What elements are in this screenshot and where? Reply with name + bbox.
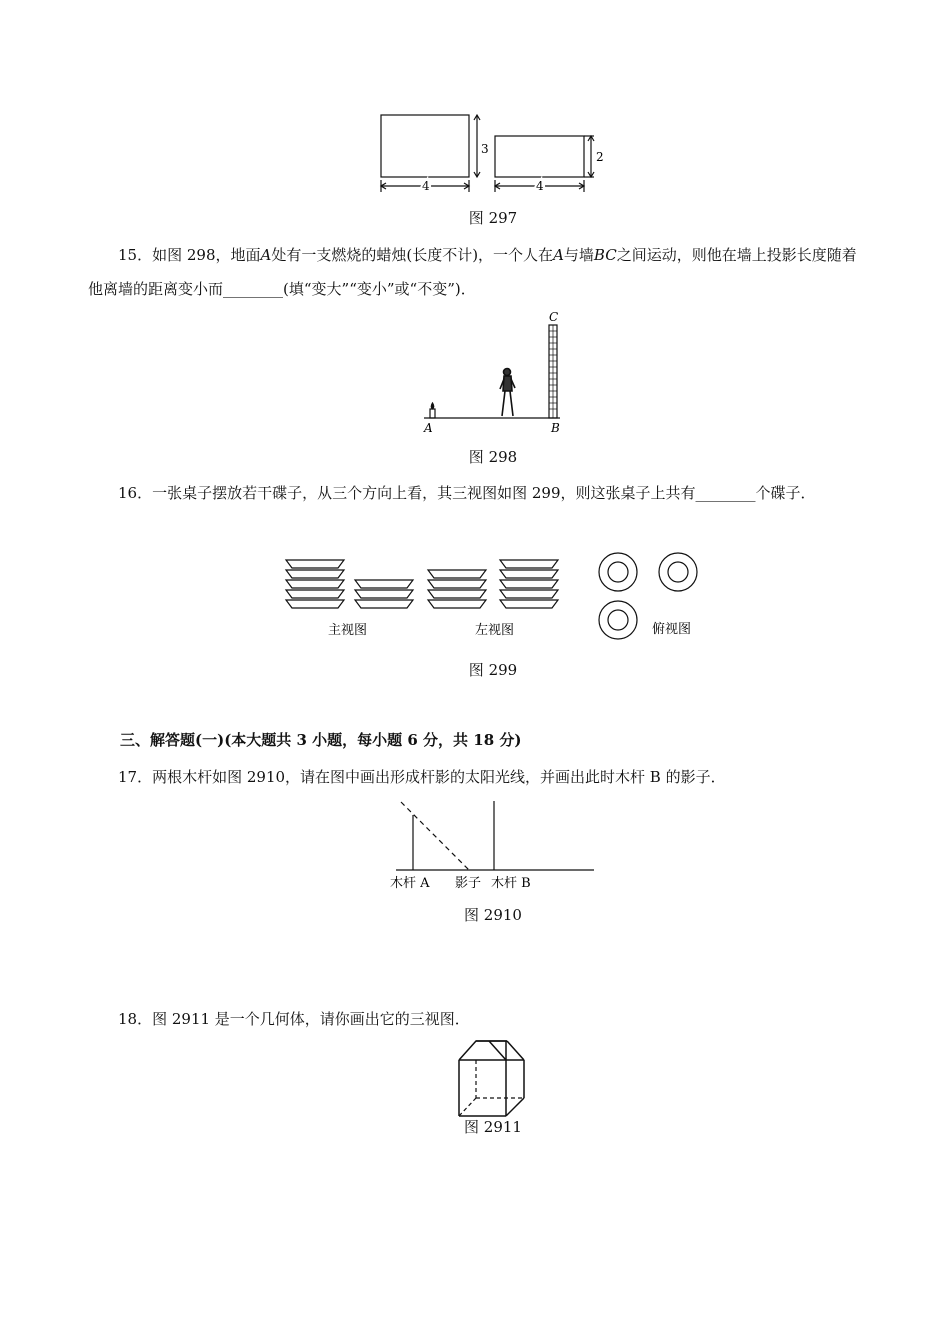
q15-var-bc: BC	[593, 246, 617, 264]
left-view-stack-2	[500, 560, 558, 608]
q17-number: 17．	[118, 768, 153, 786]
q16-text: 一张桌子摆放若干碟子，从三个方向上看，其三视图如图 299，则这张桌子上共有________个碟子．	[152, 484, 816, 502]
fig299-caption: 图 299	[468, 661, 518, 679]
q15-var-a1: A	[260, 246, 272, 264]
shadow-label: 影子	[455, 876, 482, 891]
q15-var-a2: A	[553, 246, 564, 264]
fig297-caption: 图 297	[468, 209, 518, 227]
front-view-stack-2	[355, 580, 413, 608]
q18-number: 18．	[118, 1010, 153, 1028]
q15-text-2: 处有一支燃烧的蜡烛(长度不计)，一个人在	[271, 246, 554, 264]
q16-number: 16．	[118, 484, 153, 502]
question-17	[88, 760, 868, 794]
fig297-width-label-1: 4	[422, 179, 430, 193]
question-16	[88, 476, 868, 510]
fig2910-caption: 图 2910	[464, 906, 522, 924]
top-view-plate-2	[659, 553, 697, 591]
fig297-height-label-2: 2	[596, 150, 604, 164]
q15-number: 15．	[118, 246, 153, 264]
front-view-label: 主视图	[328, 623, 368, 638]
sun-ray	[401, 802, 469, 870]
pole-a-label: 木杆 A	[390, 876, 430, 891]
figure-297	[0, 100, 950, 210]
q18-text: 图 2911 是一个几何体，请你画出它的三视图．	[152, 1010, 470, 1028]
q17-text: 两根木杆如图 2910，请在图中画出形成杆影的太阳光线，并画出此时木杆 B 的影子．	[152, 768, 726, 786]
top-view-plate-3	[599, 601, 637, 639]
figure-2910	[0, 798, 950, 898]
fig2911-caption: 图 2911	[464, 1118, 522, 1136]
fig298-label-b: B	[551, 421, 560, 435]
question-15	[88, 238, 868, 306]
figure-298	[0, 305, 950, 445]
section-3-heading: 三、解答题(一)(本大题共 3 小题，每小题 6 分，共 18 分)	[120, 731, 522, 749]
front-view-stack-1	[286, 560, 344, 608]
q15-text-1: 如图 298，地面	[152, 246, 261, 264]
top-view-plate-1	[599, 553, 637, 591]
figure-299	[0, 552, 950, 652]
question-18	[88, 1002, 868, 1036]
q15-text-3: 与墙	[563, 246, 594, 264]
fig298-label-c: C	[549, 310, 559, 324]
top-view-label: 俯视图	[652, 622, 692, 637]
candle-icon	[430, 409, 435, 418]
q15-text-4: 之间运动，则他在墙上投影长度随着他离墙的距离变小而________(填“变大”“变小”或“不变”)．	[88, 246, 857, 298]
figure-2911	[0, 1036, 950, 1116]
pole-b-label: 木杆 B	[491, 876, 531, 891]
fig297-height-label-1: 3	[481, 142, 489, 156]
fig298-caption: 图 298	[468, 448, 518, 466]
person-icon	[500, 369, 515, 417]
fig298-label-a: A	[424, 421, 433, 435]
left-view-stack-1	[428, 570, 486, 608]
fig297-width-label-2: 4	[536, 179, 544, 193]
left-view-label: 左视图	[475, 623, 515, 638]
